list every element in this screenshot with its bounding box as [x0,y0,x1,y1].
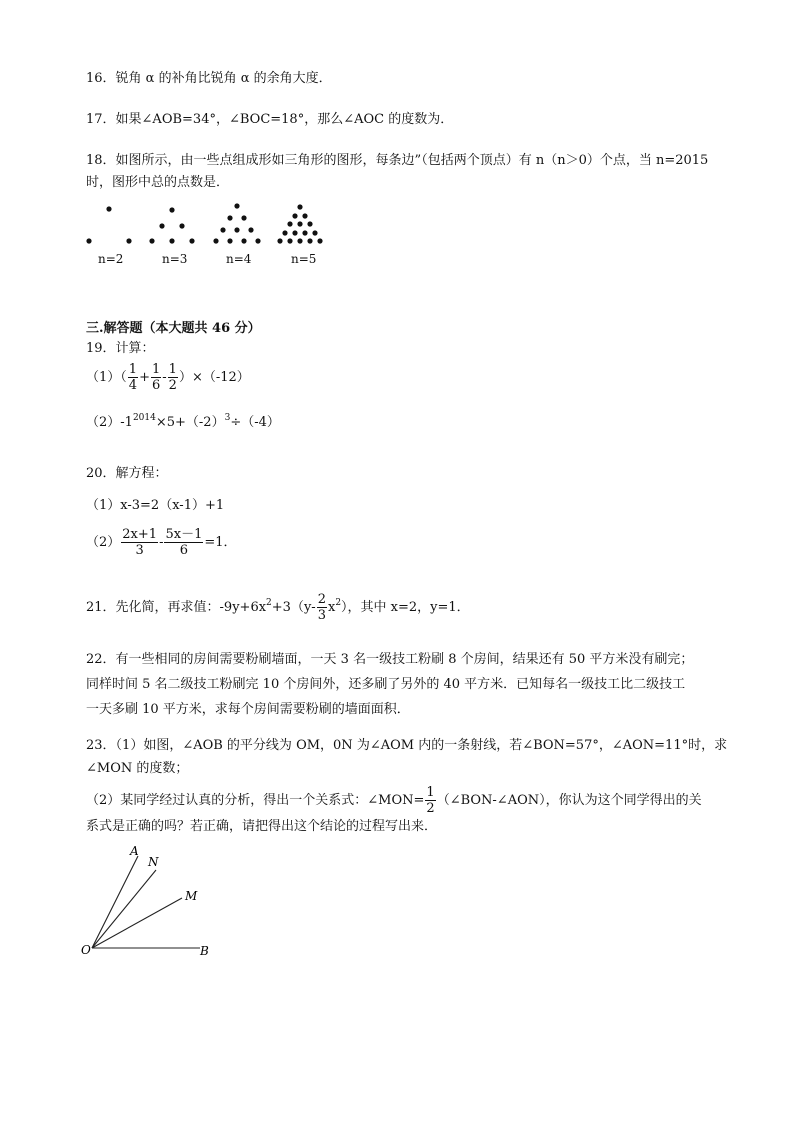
label-O: O [81,943,91,957]
text: ），其中 x=2，y=1． [341,600,470,615]
question-18-line-1: 18．如图所示，由一些点组成形如三角形的图形，每条边”（包括两个顶点）有 n（n＞0）个点，当 n=2015 [86,153,709,168]
denominator: 6 [151,378,161,393]
dot-triangles-figure [80,198,340,254]
fraction-1-4 [128,362,138,393]
exponent: 2 [335,598,342,608]
question-23-line-1: 23．（1）如图，∠AOB 的平分线为 OM，0N 为∠AOM 内的一条射线，若∠BON=57°，∠AON=11°时，求 [86,738,728,753]
denominator: 6 [179,543,189,558]
text: （∠BON-∠AON），你认为这个同学得出的关 [436,793,702,808]
exponent: 2014 [132,413,156,423]
question-20-title: 20．解方程： [86,466,168,481]
operator: - [159,535,164,550]
question-18-line-2: 时，图形中总的点数是． [86,175,230,190]
question-23-line-2: ∠MON 的度数； [86,761,189,776]
numerator: 1 [168,362,177,377]
denominator: 3 [135,543,144,558]
text: ）×（-12） [178,370,250,385]
question-23-line-3 [86,785,702,816]
denominator: 2 [168,378,177,393]
question-22-line-2: 同样时间 5 名二级技工粉刷完 10 个房间外，还多刷了另外的 40 平方米．已知每名一级技工比二级技工 [86,677,686,692]
denominator: 2 [426,801,435,816]
numerator: 2x+1 [122,527,158,542]
fraction-1-2 [425,785,435,816]
fraction-1-6 [151,362,161,393]
question-22-line-3: 一天多刷 10 平方米，求每个房间需要粉刷的墙面面积． [86,702,410,717]
exponent: 3 [224,413,231,423]
question-19-part-2 [86,414,280,432]
operator: - [162,370,167,385]
denominator: 4 [128,378,138,393]
text: ×5+（-2） [155,415,225,430]
numerator: 2 [317,592,326,607]
label-n3: n=3 [162,252,188,266]
text: =1． [204,535,237,550]
text: 21．先化简，再求值：-9y+6x [86,600,267,615]
label-A: A [130,844,139,858]
fraction-2-3 [317,592,327,623]
label-N: N [148,855,159,869]
denominator: 3 [317,608,326,623]
label-n2: n=2 [98,252,124,266]
ray-ON [92,870,156,948]
question-16: 16．锐角 α 的补角比锐角 α 的余角大度． [86,71,332,86]
question-23-line-4: 系式是正确的吗？若正确，请把得出这个结论的过程写出来． [86,819,438,834]
text: （2）-1 [86,415,133,430]
triangle-n2 [86,206,131,243]
question-21 [86,592,470,623]
fraction-1-2 [168,362,178,393]
text: （2） [86,535,121,550]
numerator: 1 [128,362,138,377]
question-19-title: 19．计算： [86,341,155,356]
text: x [327,600,336,615]
ray-OA [92,856,138,948]
numerator: 5x－1 [165,527,203,542]
angle-diagram [76,840,226,965]
exponent: 2 [266,598,272,608]
fraction-2x-plus-1-over-3 [121,527,158,558]
fraction-5x-minus-1-over-6 [164,527,203,558]
question-20-part-1: （1）x-3=2（x-1）+1 [86,498,225,513]
text: +3（y- [271,600,316,615]
text: （2）某同学经过认真的分析，得出一个关系式：∠MON= [86,793,425,808]
question-22-line-1: 22．有一些相同的房间需要粉刷墙面，一天 3 名一级技工粉刷 8 个房间，结果还有 50 平方米没有刷完； [86,652,694,667]
numerator: 1 [151,362,161,377]
numerator: 1 [426,785,435,800]
label-n5: n=5 [291,252,317,266]
label-B: B [200,944,209,958]
section-3-heading: 三.解答题（本大题共 46 分） [86,321,261,336]
triangle-n3 [149,207,194,243]
label-n4: n=4 [226,252,252,266]
label-M: M [185,889,198,903]
question-20-part-2 [86,527,237,558]
text: （1）（ [86,370,127,385]
ray-OM [92,898,182,948]
triangle-n5 [277,204,322,243]
question-19-part-1 [86,362,250,393]
operator: + [139,370,150,385]
triangle-n4 [213,203,260,243]
question-17: 17．如果∠AOB=34°，∠BOC=18°，那么∠AOC 的度数为． [86,112,454,127]
text: ÷（-4） [230,415,280,430]
